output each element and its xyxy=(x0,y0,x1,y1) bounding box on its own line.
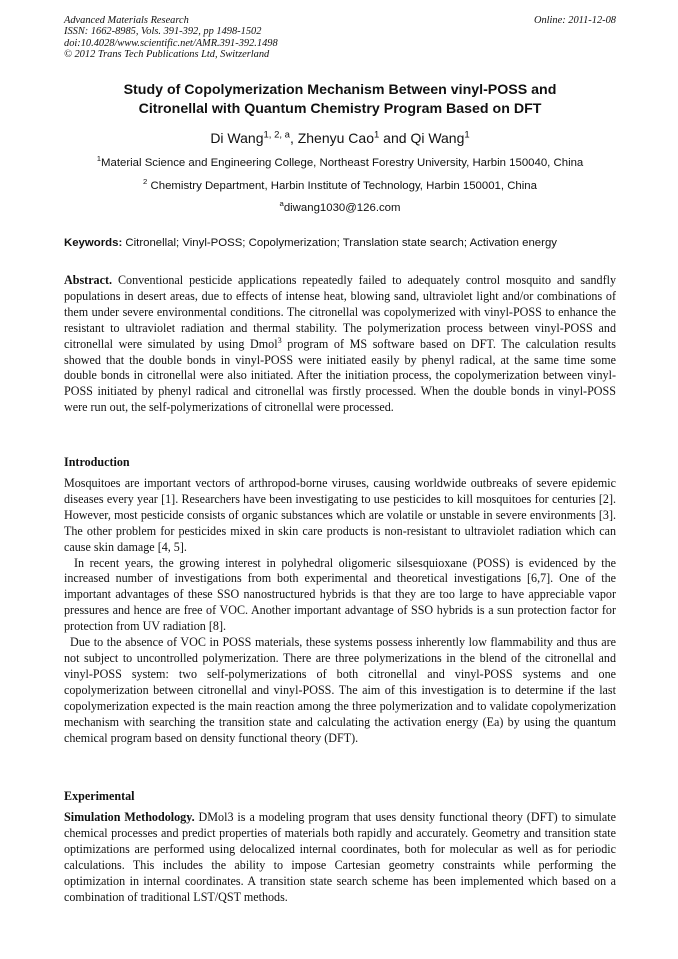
copyright-line: © 2012 Trans Tech Publications Ltd, Switzerland xyxy=(64,49,270,61)
issn-line: ISSN: 1662-8985, Vols. 391-392, pp 1498-1502 xyxy=(64,26,262,38)
keywords-label: Keywords: xyxy=(64,237,123,249)
author-2: Zhenyu Cao xyxy=(297,130,374,146)
author-2-affiliation-mark: 1 xyxy=(374,129,380,141)
affiliation-1 xyxy=(64,156,616,170)
affiliation-1-text: Material Science and Engineering College, Northeast Forestry University, Harbin 150040, China xyxy=(101,157,584,169)
paper-title xyxy=(64,81,616,119)
keywords-text: Citronellal; Vinyl-POSS; Copolymerization; Translation state search; Activation energy xyxy=(122,237,557,249)
corresponding-email xyxy=(64,201,616,215)
affiliation-2 xyxy=(64,179,616,193)
author-3: Qi Wang xyxy=(410,130,465,146)
abstract-label: Abstract. xyxy=(64,273,113,287)
abstract-superscript: 3 xyxy=(277,335,282,345)
intro-paragraph-2: In recent years, the growing interest in polyhedral oligomeric silsesquioxane (POSS) is evidenced by the increased number of investigations from both experimental and theoretical investigations [6,7]. One of the important advantages of these SSO nanostructured hybrids is that they are too large to have appreciable vapor pressures and hence are free of VOC. Another important advantage of SSO hybrids is a sun protection factor for protection from UV radiation [8]. xyxy=(64,555,616,634)
email-text: diwang1030@126.com xyxy=(283,202,401,214)
author-list xyxy=(64,129,616,147)
introduction-body xyxy=(64,476,616,746)
abstract-text-2: program of MS software based on DFT. The calculation results showed that the double bonds in vinyl-POSS were initiated easily by phenyl radical, at the same time some double bonds in citronellal were also initiated. After the initiation process, the copolymerization between vinyl-POSS initiated by phenyl radical and citronellal was firstly processed. When the double bonds in vinyl-POSS were run out, the self-polymerizations of citronellal were processed. xyxy=(64,336,616,415)
author-1-affiliation-mark: 1, 2, a xyxy=(263,129,290,141)
keywords xyxy=(64,236,624,250)
simulation-methodology-label: Simulation Methodology. xyxy=(64,810,195,824)
title-line-1: Study of Copolymerization Mechanism Between vinyl-POSS and xyxy=(123,82,557,98)
author-separator: , xyxy=(289,130,298,146)
author-1: Di Wang xyxy=(210,130,264,146)
online-date: Online: 2011-12-08 xyxy=(533,15,616,26)
affiliation-2-text: Chemistry Department, Harbin Institute of Technology, Harbin 150001, China xyxy=(147,180,537,192)
author-separator: and xyxy=(379,130,411,146)
intro-paragraph-1: Mosquitoes are important vectors of arthropod-borne viruses, causing worldwide outbreaks of severe epidemic diseases every year [1]. Researchers have been investigating to use pesticides to kill mosquitoes for centuries [2]. However, most pesticide consists of organic substances which are volatile or unstable in severe environments [3]. The other problem for pesticides mixed in skin care products is non-resistant to ultraviolet radiation which can cause skin damage [4, 5]. xyxy=(64,476,616,554)
experimental-heading: Experimental xyxy=(64,789,135,803)
journal-name: Advanced Materials Research xyxy=(64,15,189,26)
abstract-text-1: Conventional pesticide applications repeatedly failed to adequately control mosquito and sandfly populations in desert areas, due to effects of intense heat, blowing sand, ultraviolet light and/or combinations of them under severe environmental conditions. The citronellal was copolymerized with vinyl-POSS to enhance the resistant to ultraviolet radiation and thermal stability. The polymerization process between vinyl-POSS and citronellal were simulated by using Dmol xyxy=(64,273,616,351)
running-header xyxy=(64,15,616,61)
simulation-methodology-text: DMol3 is a modeling program that uses density functional theory (DFT) to simulate chemical processes and predict properties of materials both rapidly and accurately. Geometry and transition state optimizations are performed using delocalized internal coordinates, both for molecular as well as for periodic calculations. This includes the ability to impose Cartesian geometry constraints while performing the optimization in internal coordinates. A transition state search scheme has been implemented which based on a combination of traditional LST/QST methods. xyxy=(64,810,616,904)
affiliation-1-mark: 1 xyxy=(96,154,102,164)
intro-paragraph-3: Due to the absence of VOC in POSS materials, these systems possess inherently low flammability and thus are not subject to uncontrolled polymerization. There are three polymerizations in the blend of the citronellal and vinyl-POSS system: two self-polymerizations of both citronellal and vinyl-POSS systems and one copolymerization between citronellal and vinyl-POSS. The aim of this investigation is to determine if the last copolymerization expected is the main reaction among the three polymerization and to validate copolymerization mechanism with searching the transition state and calculating the activation energy (Ea) by using the quantum chemical program based on density functional theory (DFT). xyxy=(64,635,616,745)
title-line-2: Citronellal with Quantum Chemistry Program Based on DFT xyxy=(138,101,542,117)
author-3-affiliation-mark: 1 xyxy=(464,129,470,141)
affiliation-2-mark: 2 xyxy=(143,177,148,187)
abstract xyxy=(64,273,616,416)
experimental-body xyxy=(64,810,616,905)
email-mark: a xyxy=(279,199,284,209)
introduction-heading: Introduction xyxy=(64,455,130,469)
doi-line: doi:10.4028/www.scientific.net/AMR.391-392.1498 xyxy=(64,37,278,49)
